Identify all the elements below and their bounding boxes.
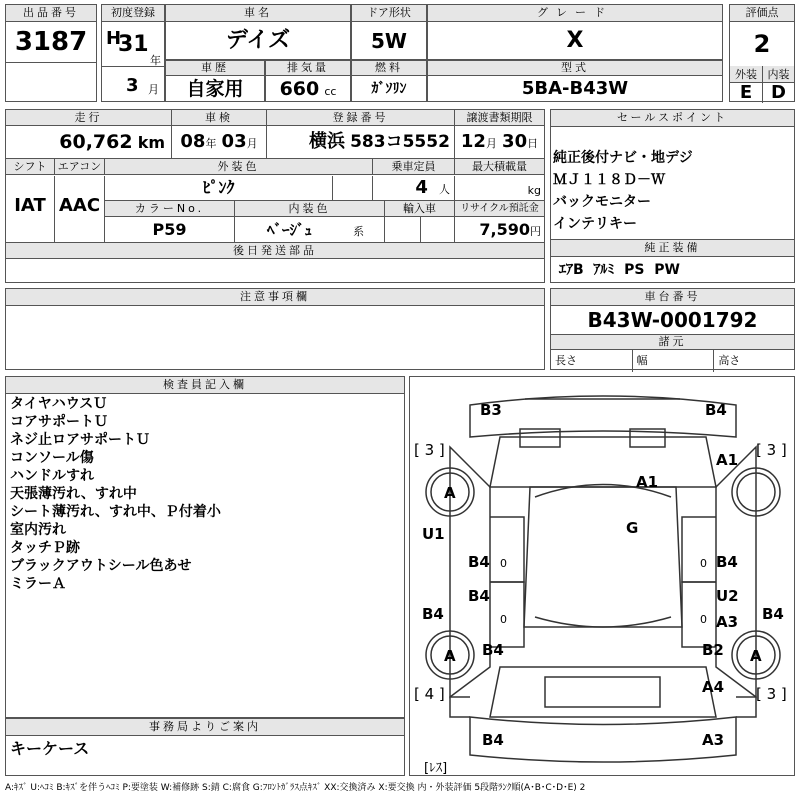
- height-label: 高さ: [713, 350, 794, 372]
- inspection-year-unit: 年: [205, 137, 217, 150]
- year-unit: 年: [150, 54, 161, 67]
- interior-color-label: 内装色: [234, 201, 384, 217]
- inspector-notes-box: [5, 376, 405, 718]
- chassis-box: [550, 288, 795, 370]
- tread-rear-left: [ 4 ]: [414, 685, 445, 703]
- transfer-label: 譲渡書類期限: [454, 110, 544, 126]
- mark-b4-far-left: B4: [422, 605, 444, 623]
- fuel: ｶﾞｿﾘﾝ: [371, 81, 407, 97]
- grade: X: [566, 28, 584, 53]
- fuel-label: 燃料: [352, 61, 426, 76]
- tread-front-right: [ 3 ]: [756, 441, 787, 459]
- sales-points-box: [550, 109, 795, 283]
- load-unit: kg: [527, 184, 541, 197]
- damage-diagram: [409, 376, 795, 776]
- length-label: 長さ: [555, 354, 577, 367]
- mileage-unit: km: [137, 133, 165, 152]
- door-label: ドア形状: [352, 5, 426, 22]
- exterior-label: 外装: [730, 66, 762, 83]
- capacity: 4: [415, 177, 428, 198]
- plate-number: 583コ5552: [350, 132, 450, 152]
- inspector-note-3: ネジ止ロアサポートＵ: [10, 432, 150, 448]
- load-label: 最大積載量: [454, 159, 544, 175]
- car-name-box: [165, 4, 351, 60]
- sales-point-4: インテリキー: [553, 216, 637, 232]
- sales-points-label: セールスポイント: [551, 110, 794, 127]
- mark-u2: U2: [716, 587, 739, 605]
- era-year: 31: [118, 32, 149, 57]
- shift-label: シフト: [6, 159, 54, 175]
- import-label: 輸入車: [384, 201, 454, 217]
- mark-a1-right: A1: [716, 451, 739, 469]
- mark-zero-4: 0: [700, 613, 707, 626]
- mark-zero-2: 0: [700, 557, 707, 570]
- first-registration-box: [101, 4, 165, 102]
- transfer-day-unit: 日: [527, 137, 539, 150]
- month-unit: 月: [148, 83, 159, 96]
- mark-zero-1: 0: [500, 557, 507, 570]
- mark-u1: U1: [422, 525, 445, 543]
- car-name: デイズ: [225, 28, 291, 53]
- sales-point-1: 純正後付ナビ・地デジ: [553, 150, 693, 166]
- history-label: 車歴: [166, 61, 264, 76]
- plate-city: 横浜: [309, 131, 345, 152]
- mark-b4-left-3: B4: [482, 641, 504, 659]
- capacity-label: 乗車定員: [372, 159, 454, 175]
- capacity-unit: 人: [439, 183, 450, 196]
- color-number: P59: [104, 217, 234, 242]
- inspection-month-unit: 月: [246, 137, 258, 150]
- history-box: [165, 60, 265, 102]
- interior-color-unit: 系: [353, 225, 365, 238]
- door: 5W: [371, 29, 407, 53]
- score-label: 評価点: [730, 5, 794, 22]
- grade-box: [427, 4, 723, 60]
- inspector-note-9: タッチＰ跡: [10, 540, 80, 556]
- exterior-score: E: [739, 81, 753, 103]
- color-number-label: カラーNo.: [104, 201, 234, 217]
- mark-b2: B2: [702, 641, 724, 659]
- later-parts-label: 後日発送部品: [6, 243, 544, 259]
- inspector-note-4: コンソール傷: [10, 450, 94, 466]
- width-label: 幅: [632, 350, 714, 372]
- car-outline: [410, 377, 796, 777]
- mark-b4-front-right: B4: [705, 401, 727, 419]
- inspector-notes-label: 検査員記入欄: [6, 377, 404, 394]
- equipment: ｴｱB ｱﾙﾐ PS PW: [559, 262, 680, 278]
- tread-rear-right: [ 3 ]: [756, 685, 787, 703]
- transfer-month-unit: 月: [485, 137, 497, 150]
- vehicle-info-box: [5, 109, 545, 283]
- mileage-label: 走行: [6, 110, 171, 126]
- interior-score: D: [762, 82, 794, 103]
- mark-b4-bottom: B4: [482, 731, 504, 749]
- grade-label: グレード: [428, 5, 722, 22]
- mark-a3-bottom: A3: [702, 731, 725, 749]
- history: 自家用: [186, 78, 244, 100]
- color: ﾋﾟﾝｸ: [104, 176, 332, 200]
- office-notice-box: [5, 718, 405, 776]
- inspector-note-10: ブラックアウトシール色あせ: [10, 558, 192, 574]
- mark-a4: A4: [702, 678, 725, 696]
- mark-a3-right: A3: [716, 613, 739, 631]
- mark-a-rear-left: A: [444, 647, 456, 665]
- inspection-year: 08: [180, 131, 206, 152]
- color-label: 外装色: [104, 159, 372, 175]
- displacement-unit: cc: [324, 85, 337, 98]
- lot-number: 3187: [14, 27, 88, 57]
- tread-front-left: [ 3 ]: [414, 441, 445, 459]
- displacement-label: 排気量: [266, 61, 350, 76]
- mark-b4-left-1: B4: [468, 553, 490, 571]
- score: 2: [753, 30, 771, 58]
- inspection-month: 03: [221, 131, 247, 152]
- fuel-box: [351, 60, 427, 102]
- sales-point-2: ＭＪ１１８Ｄ－Ｗ: [553, 172, 665, 188]
- mark-b4-left-2: B4: [468, 587, 490, 605]
- mark-b4-far-right: B4: [762, 605, 784, 623]
- recycle-fee: 7,590: [479, 220, 530, 239]
- transfer-day: 30: [502, 131, 528, 152]
- shift: IAT: [14, 195, 46, 216]
- inspector-note-8: 室内汚れ: [10, 522, 66, 538]
- transfer-month: 12: [460, 131, 486, 152]
- ac: AAC: [54, 176, 104, 242]
- inspector-note-5: ハンドルすれ: [10, 468, 94, 484]
- caution-label: 注意事項欄: [6, 289, 544, 306]
- inspector-note-11: ミラーＡ: [10, 576, 66, 592]
- inspector-note-7: シート薄汚れ、すれ中、Ｐ付着小: [10, 504, 221, 520]
- mileage: 60,762: [59, 131, 133, 153]
- inspection-label: 車検: [171, 110, 266, 126]
- mark-a-front-left: A: [444, 484, 456, 502]
- displacement-box: [265, 60, 351, 102]
- chassis-number: B43W-0001792: [587, 308, 758, 332]
- lot-number-label: 出品番号: [6, 5, 96, 22]
- car-name-label: 車名: [166, 5, 350, 22]
- lot-number-box: [5, 4, 97, 102]
- chassis-label: 車台番号: [551, 289, 794, 306]
- mark-a-rear-right: A: [750, 647, 762, 665]
- recycle-label: リサイクル預託金: [454, 201, 544, 217]
- interior-label: 内装: [762, 66, 794, 83]
- office-notice: キーケース: [10, 739, 90, 758]
- model-label: 型式: [428, 61, 722, 76]
- ac-label: エアコン: [54, 159, 104, 175]
- inspector-note-1: タイヤハウスＵ: [10, 396, 108, 412]
- dimensions-label: 諸元: [551, 334, 794, 350]
- legend: A:ｷｽﾞ U:ﾍｺﾐ B:ｷｽﾞを伴うﾍｺﾐ P:要塗装 W:補修跡 S:錆 C:腐食 G:ﾌﾛﾝﾄｶﾞﾗｽ点ｷｽﾞ XX:交換済み X:要交換 内・外装評価 5段階ﾗﾝｸ順(A･B･C･D･E) 2: [5, 783, 586, 793]
- era: H: [106, 28, 122, 49]
- mark-a1-center: A1: [636, 473, 659, 491]
- mark-zero-3: 0: [500, 613, 507, 626]
- spare-tire: [ﾚｽ]: [424, 761, 448, 776]
- office-notice-label: 事務局よりご案内: [6, 719, 404, 736]
- recycle-unit: 円: [530, 225, 541, 238]
- door-box: [351, 4, 427, 60]
- inspector-note-6: 天張薄汚れ、すれ中: [10, 486, 137, 502]
- score-box: [729, 4, 795, 102]
- first-registration-label: 初度登録: [102, 5, 164, 22]
- equipment-label: 純正装備: [551, 240, 794, 257]
- model-box: [427, 60, 723, 102]
- displacement: 660: [279, 78, 320, 100]
- plate-label: 登録番号: [266, 110, 454, 126]
- mark-b3: B3: [480, 401, 502, 419]
- mark-b4-right-1: B4: [716, 553, 738, 571]
- interior-color: ﾍﾞｰｼﾞｭ: [267, 221, 313, 239]
- sales-point-3: バックモニター: [553, 194, 651, 210]
- caution-box: [5, 288, 545, 370]
- model: 5BA-B43W: [521, 78, 629, 99]
- mark-g: G: [626, 519, 639, 537]
- reg-month: 3: [126, 75, 139, 96]
- inspector-note-2: コアサポートＵ: [10, 414, 108, 430]
